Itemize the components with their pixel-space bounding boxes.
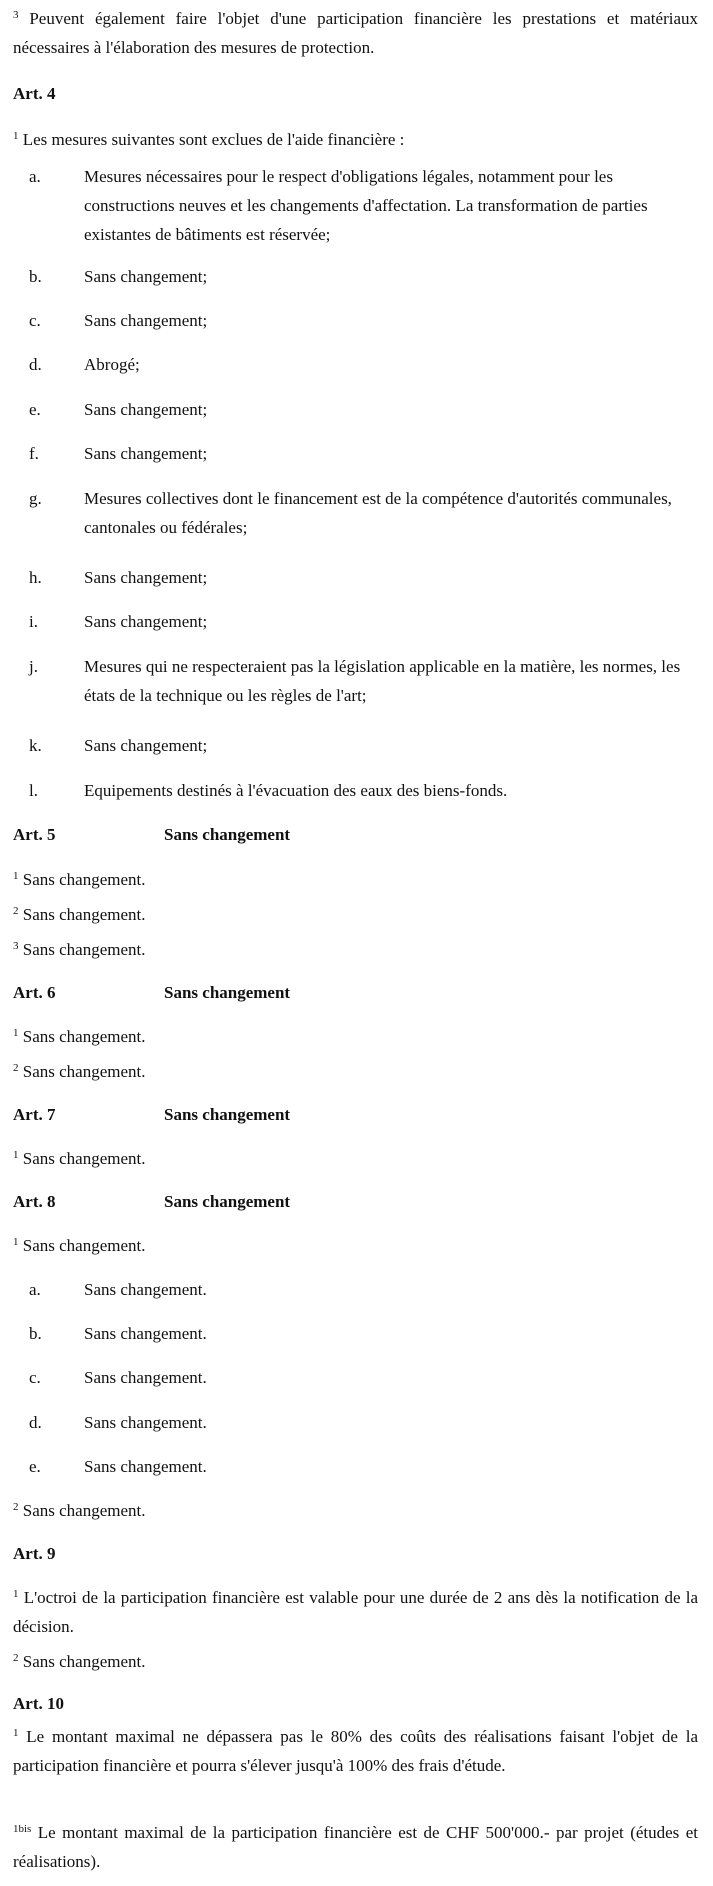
article-6-paragraph-1 [13, 1022, 698, 1051]
item-letter: k. [29, 736, 42, 755]
item-letter: f. [29, 444, 39, 463]
paragraph-text: Peuvent également faire l'objet d'une participation financière les prestations et matériaux nécessaires à l'élaboration des mesures de protection. [13, 9, 699, 57]
paragraph-number: 3 [13, 940, 19, 952]
paragraph-text: Le montant maximal de la participation financière est de CHF 500'000.- par projet (études et réalisations). [13, 1823, 699, 1871]
article-status: Sans changement [164, 1192, 291, 1211]
article-status: Sans changement [164, 983, 291, 1002]
item-text: Sans changement; [84, 400, 208, 419]
item-text: Sans changement. [84, 1368, 207, 1387]
article-7-heading [13, 1100, 290, 1129]
paragraph-number: 3 [13, 9, 19, 21]
item-text: Sans changement; [84, 444, 208, 463]
paragraph-number: 1 [13, 1149, 19, 1161]
item-letter: h. [29, 568, 42, 587]
item-text: Sans changement. [84, 1413, 207, 1432]
item-text: Sans changement; [84, 267, 208, 286]
article-10-paragraph-1bis [13, 1818, 698, 1876]
article-6-paragraph-2 [13, 1057, 698, 1086]
paragraph-text: Sans changement. [22, 905, 146, 924]
paragraph-text: Le montant maximal ne dépassera pas le 80% des coûts des réalisations faisant l'objet de la participation financière et pourra s'élever jusqu'à 100% des frais d'étude. [13, 1727, 699, 1775]
item-letter: d. [29, 1413, 42, 1432]
item-text: Sans changement; [84, 568, 208, 587]
paragraph-number: 2 [13, 1062, 19, 1074]
article-4-heading [13, 79, 55, 108]
item-text: Mesures collectives dont le financement est de la compétence d'autorités communales, cantonales ou fédérales; [84, 489, 672, 537]
item-letter: l. [29, 781, 38, 800]
paragraph-number: 1 [13, 1727, 19, 1739]
article-10-heading [13, 1689, 64, 1718]
article-number: Art. 7 [13, 1105, 56, 1124]
article-5-paragraph-2 [13, 900, 698, 929]
item-text: Sans changement. [84, 1324, 207, 1343]
paragraph-text: Les mesures suivantes sont exclues de l'aide financière : [22, 130, 405, 149]
article-5-paragraph-3 [13, 935, 698, 964]
article-status: Sans changement [164, 825, 291, 844]
item-letter: b. [29, 1324, 42, 1343]
article-5-heading [13, 820, 290, 849]
paragraph-text: L'octroi de la participation financière est valable pour une durée de 2 ans dès la notification de la décision. [13, 1588, 699, 1636]
item-letter: c. [29, 1368, 41, 1387]
item-text: Sans changement; [84, 612, 208, 631]
paragraph-text: Sans changement. [22, 870, 146, 889]
article-number: Art. 5 [13, 825, 56, 844]
article-6-heading [13, 978, 290, 1007]
article-number: Art. 6 [13, 983, 56, 1002]
paragraph-number: 2 [13, 1652, 19, 1664]
item-text: Sans changement; [84, 736, 208, 755]
item-letter: b. [29, 267, 42, 286]
article-9-paragraph-2 [13, 1647, 698, 1676]
item-text: Abrogé; [84, 355, 140, 374]
paragraph-text: Sans changement. [22, 1149, 146, 1168]
article-8-heading [13, 1187, 290, 1216]
paragraph-text: Sans changement. [22, 1062, 146, 1081]
article-5-paragraph-1 [13, 865, 698, 894]
paragraph-number: 2 [13, 905, 19, 917]
paragraph-number: 2 [13, 1501, 19, 1513]
item-text: Mesures nécessaires pour le respect d'obligations légales, notamment pour les constructions neuves et les changements d'affectation. La transformation de parties existantes de bâtiments est réservée; [84, 167, 648, 244]
paragraph-text: Sans changement. [22, 1236, 146, 1255]
article-status: Sans changement [164, 1105, 291, 1124]
article-number: Art. 10 [13, 1694, 64, 1713]
item-text: Sans changement. [84, 1280, 207, 1299]
paragraph-text: Sans changement. [22, 940, 146, 959]
item-text: Sans changement. [84, 1457, 207, 1476]
paragraph-number: 1 [13, 1236, 19, 1248]
article-7-paragraph-1 [13, 1144, 698, 1173]
item-letter: d. [29, 355, 42, 374]
item-letter: a. [29, 1280, 41, 1299]
paragraph-number: 1 [13, 870, 19, 882]
article-8-paragraph-1 [13, 1231, 698, 1260]
item-letter: c. [29, 311, 41, 330]
paragraph-text: Sans changement. [22, 1027, 146, 1046]
article-4-paragraph-1 [13, 125, 698, 154]
article-8-paragraph-2 [13, 1496, 698, 1525]
paragraph-number: 1bis [13, 1823, 32, 1835]
paragraph-text: Sans changement. [22, 1501, 146, 1520]
paragraph-text: Sans changement. [22, 1652, 146, 1671]
item-text: Equipements destinés à l'évacuation des eaux des biens-fonds. [84, 781, 508, 800]
item-letter: a. [29, 167, 41, 186]
item-letter: g. [29, 489, 42, 508]
item-text: Sans changement; [84, 311, 208, 330]
paragraph-number: 1 [13, 1588, 19, 1600]
article-9-heading [13, 1539, 55, 1568]
paragraph-number: 1 [13, 130, 19, 142]
paragraph-3-protection [13, 4, 698, 62]
article-9-paragraph-1 [13, 1583, 698, 1641]
item-text: Mesures qui ne respecteraient pas la législation applicable en la matière, les normes, les états de la technique ou les règles de l'art; [84, 657, 681, 705]
item-letter: j. [29, 657, 38, 676]
article-number: Art. 9 [13, 1544, 56, 1563]
paragraph-number: 1 [13, 1027, 19, 1039]
item-letter: i. [29, 612, 38, 631]
item-letter: e. [29, 1457, 41, 1476]
article-number: Art. 4 [13, 84, 56, 103]
article-number: Art. 8 [13, 1192, 56, 1211]
article-10-paragraph-1 [13, 1722, 698, 1780]
item-letter: e. [29, 400, 41, 419]
